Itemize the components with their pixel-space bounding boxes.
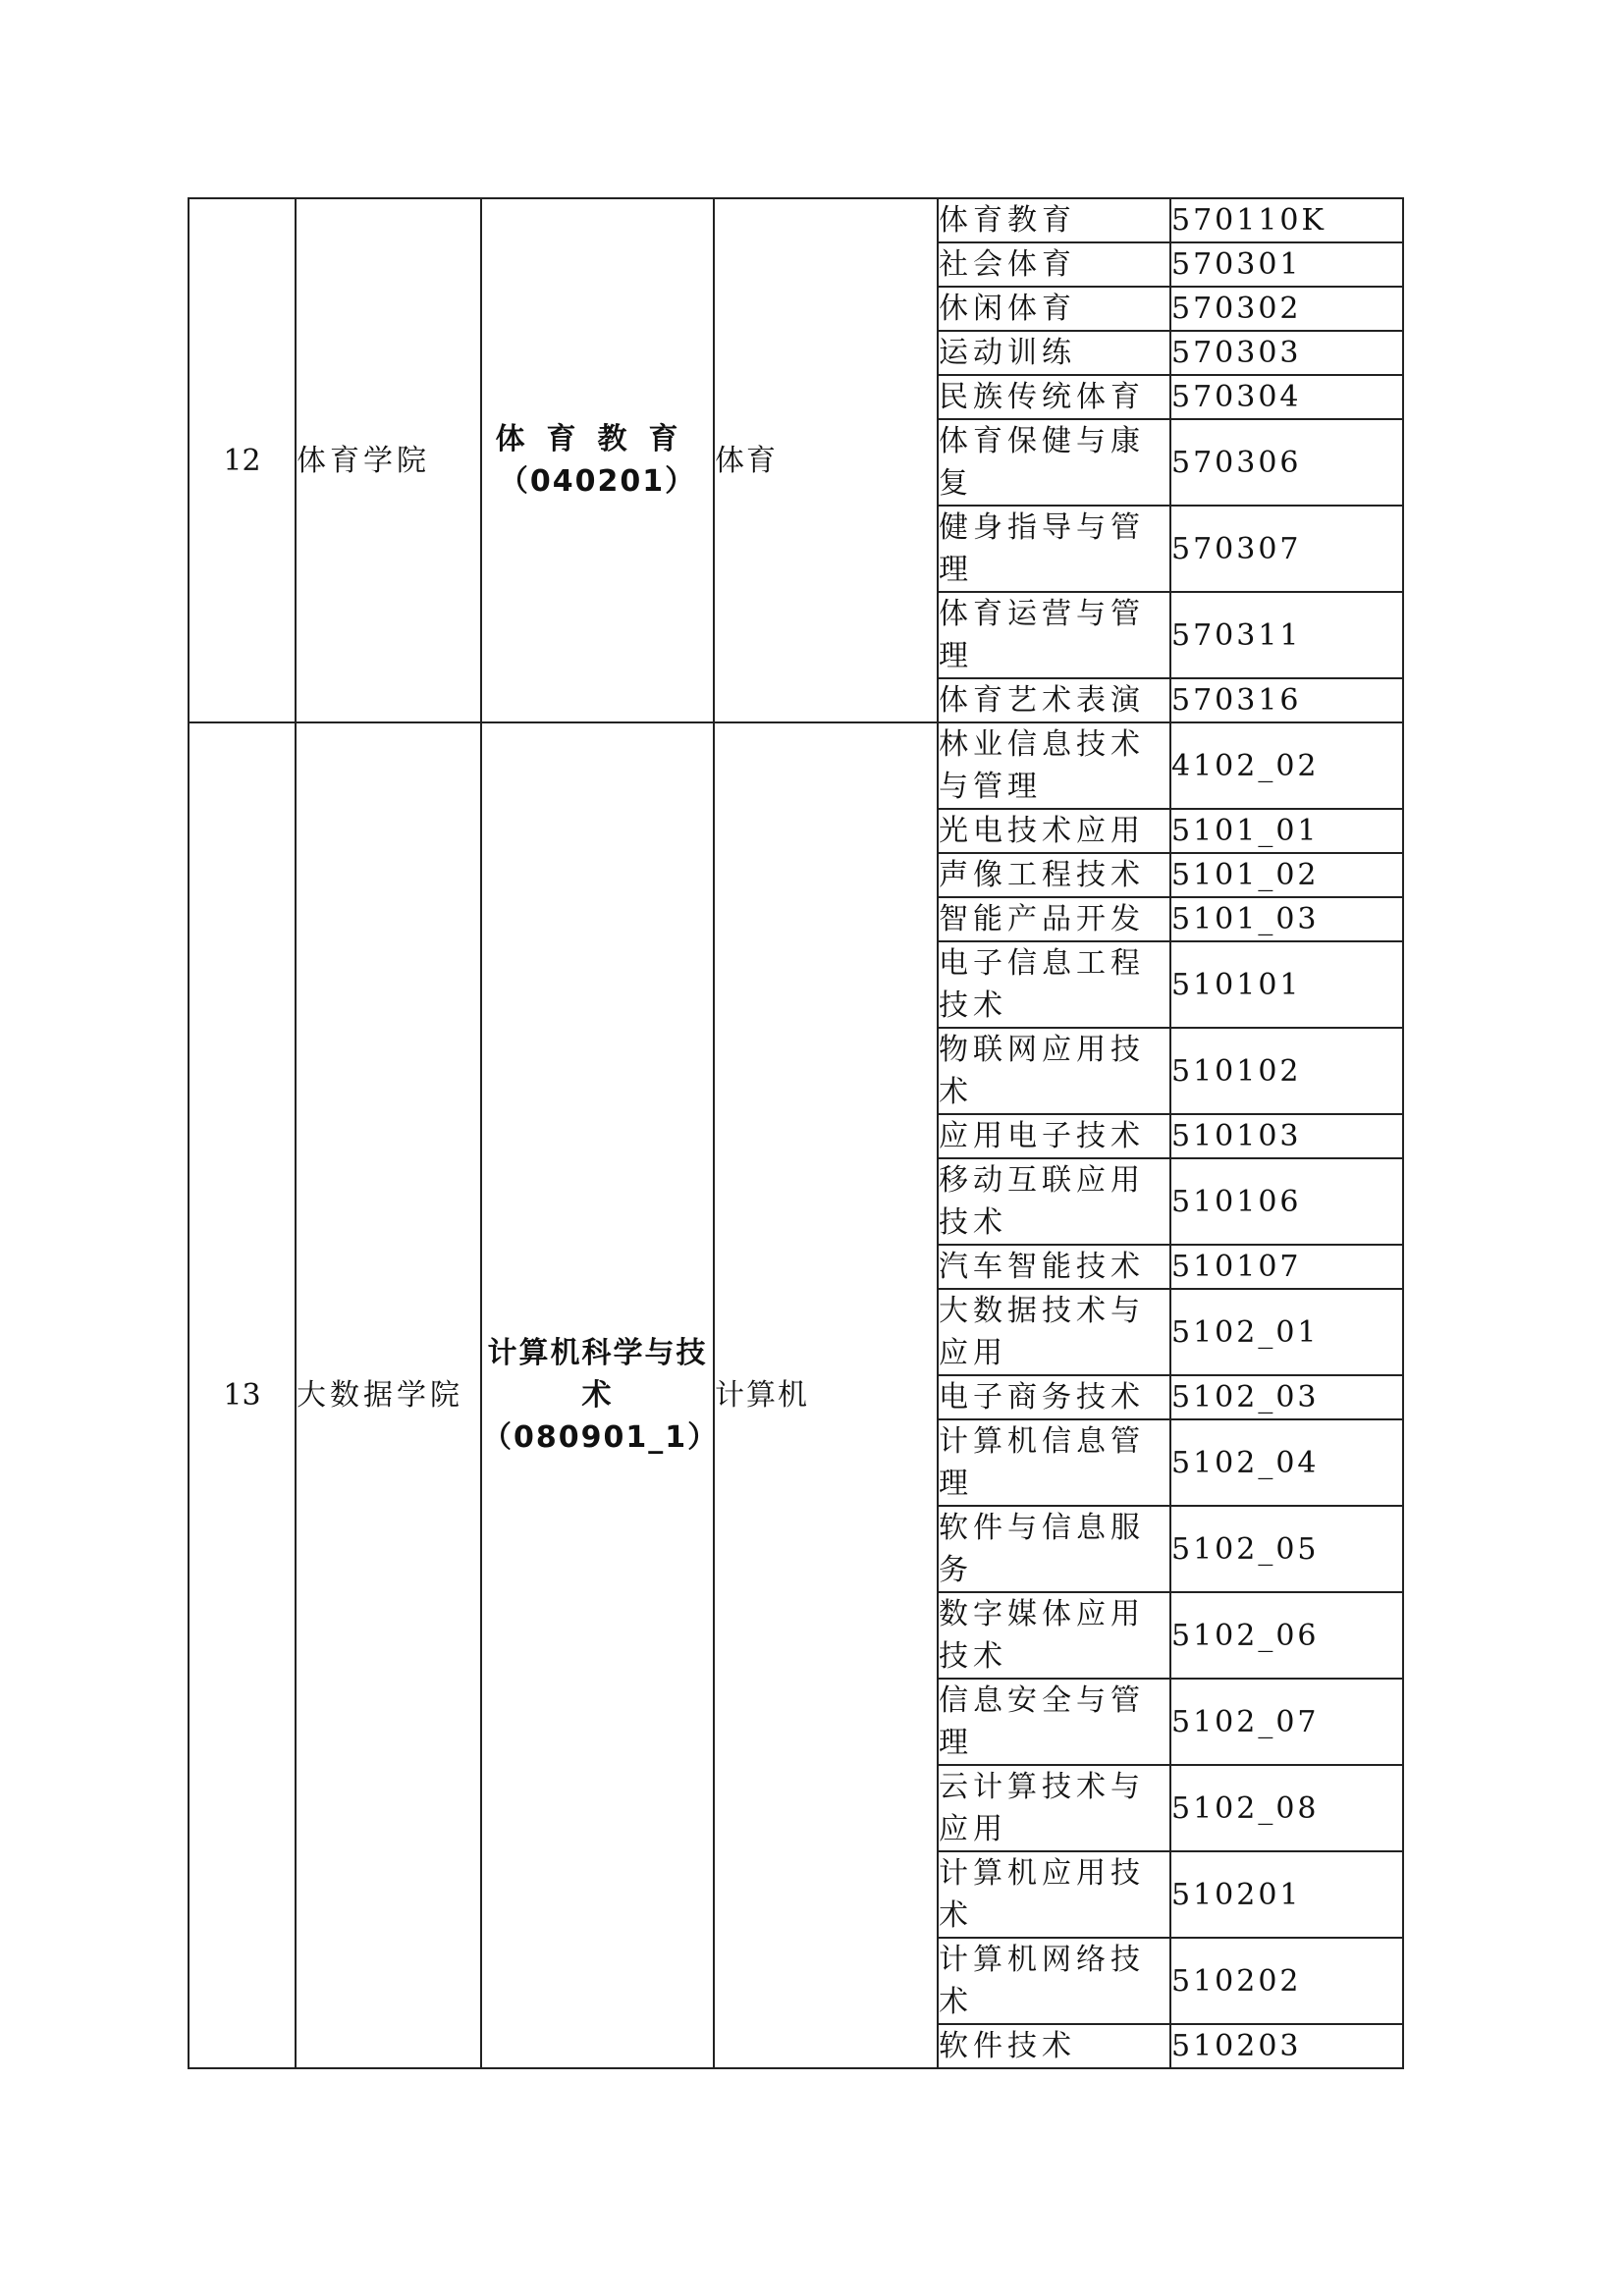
vocational-major-name-cell: 休闲体育 — [938, 287, 1170, 331]
exam-subject-cell: 体育 — [714, 198, 938, 722]
table-row — [189, 198, 1403, 242]
major-cell — [481, 198, 714, 722]
vocational-major-name-cell: 软件与信息服务 — [938, 1506, 1170, 1592]
major-name: 计算机科学与技术 — [487, 1336, 708, 1413]
vocational-major-code-cell: 510102 — [1170, 1028, 1403, 1114]
major-name: 体育教育 — [495, 422, 700, 456]
vocational-major-code-cell: 5102_08 — [1170, 1765, 1403, 1851]
major-cell — [481, 722, 720, 2068]
vocational-major-name-cell: 电子商务技术 — [938, 1375, 1170, 1419]
major-code: （040201） — [498, 464, 697, 499]
vocational-major-code-cell: 5101_02 — [1170, 853, 1403, 897]
vocational-major-code-cell: 570306 — [1170, 419, 1403, 506]
serial-number-cell: 13 — [189, 722, 296, 2068]
vocational-major-name-cell: 体育艺术表演 — [938, 678, 1170, 722]
vocational-major-name-cell: 云计算技术与应用 — [938, 1765, 1170, 1851]
vocational-major-name-cell: 健身指导与管理 — [938, 506, 1170, 592]
major-mapping-table — [188, 197, 1404, 2069]
vocational-major-code-cell: 570303 — [1170, 331, 1403, 375]
vocational-major-name-cell: 计算机网络技术 — [938, 1938, 1170, 2024]
vocational-major-code-cell: 5102_05 — [1170, 1506, 1403, 1592]
vocational-major-code-cell: 5102_01 — [1170, 1289, 1403, 1375]
vocational-major-code-cell: 510201 — [1170, 1851, 1403, 1938]
table-row — [189, 722, 1403, 809]
vocational-major-code-cell: 510101 — [1170, 941, 1403, 1028]
vocational-major-name-cell: 体育保健与康复 — [938, 419, 1170, 506]
major-code: （080901_1） — [482, 1420, 720, 1455]
vocational-major-name-cell: 光电技术应用 — [938, 809, 1170, 853]
vocational-major-code-cell: 510103 — [1170, 1114, 1403, 1158]
vocational-major-name-cell: 声像工程技术 — [938, 853, 1170, 897]
vocational-major-name-cell: 体育教育 — [938, 198, 1170, 242]
vocational-major-code-cell: 570304 — [1170, 375, 1403, 419]
vocational-major-name-cell: 移动互联应用技术 — [938, 1158, 1170, 1245]
vocational-major-code-cell: 570301 — [1170, 242, 1403, 287]
vocational-major-code-cell: 570316 — [1170, 678, 1403, 722]
vocational-major-code-cell: 570307 — [1170, 506, 1403, 592]
college-cell: 体育学院 — [296, 198, 481, 722]
vocational-major-name-cell: 大数据技术与应用 — [938, 1289, 1170, 1375]
vocational-major-code-cell: 570311 — [1170, 592, 1403, 678]
vocational-major-name-cell: 体育运营与管理 — [938, 592, 1170, 678]
vocational-major-name-cell: 智能产品开发 — [938, 897, 1170, 941]
exam-subject-cell: 计算机 — [714, 722, 938, 2068]
vocational-major-code-cell: 570302 — [1170, 287, 1403, 331]
vocational-major-name-cell: 数字媒体应用技术 — [938, 1592, 1170, 1679]
vocational-major-code-cell: 4102_02 — [1170, 722, 1403, 809]
vocational-major-name-cell: 信息安全与管理 — [938, 1679, 1170, 1765]
vocational-major-name-cell: 电子信息工程技术 — [938, 941, 1170, 1028]
vocational-major-name-cell: 应用电子技术 — [938, 1114, 1170, 1158]
vocational-major-name-cell: 物联网应用技术 — [938, 1028, 1170, 1114]
vocational-major-code-cell: 510107 — [1170, 1245, 1403, 1289]
vocational-major-name-cell: 林业信息技术与管理 — [938, 722, 1170, 809]
vocational-major-name-cell: 汽车智能技术 — [938, 1245, 1170, 1289]
vocational-major-code-cell: 5102_06 — [1170, 1592, 1403, 1679]
vocational-major-code-cell: 510106 — [1170, 1158, 1403, 1245]
vocational-major-name-cell: 计算机信息管理 — [938, 1419, 1170, 1506]
vocational-major-code-cell: 570110K — [1170, 198, 1403, 242]
vocational-major-code-cell: 5101_03 — [1170, 897, 1403, 941]
table-body — [189, 198, 1403, 2068]
vocational-major-name-cell: 软件技术 — [938, 2024, 1170, 2068]
vocational-major-code-cell: 5102_07 — [1170, 1679, 1403, 1765]
vocational-major-name-cell: 计算机应用技术 — [938, 1851, 1170, 1938]
vocational-major-name-cell: 运动训练 — [938, 331, 1170, 375]
vocational-major-code-cell: 510203 — [1170, 2024, 1403, 2068]
vocational-major-code-cell: 5102_03 — [1170, 1375, 1403, 1419]
serial-number-cell: 12 — [189, 198, 296, 722]
college-cell: 大数据学院 — [296, 722, 481, 2068]
vocational-major-code-cell: 5101_01 — [1170, 809, 1403, 853]
vocational-major-name-cell: 社会体育 — [938, 242, 1170, 287]
vocational-major-name-cell: 民族传统体育 — [938, 375, 1170, 419]
vocational-major-code-cell: 5102_04 — [1170, 1419, 1403, 1506]
vocational-major-code-cell: 510202 — [1170, 1938, 1403, 2024]
